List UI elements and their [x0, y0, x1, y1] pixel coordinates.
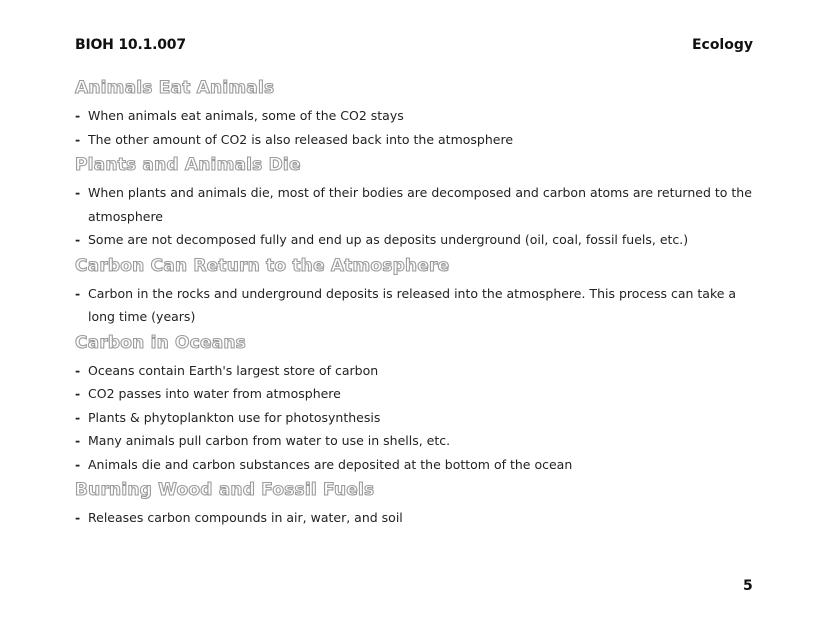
subject-title: Ecology: [691, 37, 753, 53]
section-heading-plants-and-animals-die: Plants and Animals Die: [75, 155, 301, 175]
bullet-dash-icon: -: [75, 456, 81, 472]
bullet-item: [75, 359, 765, 383]
bullet-item: [75, 382, 765, 406]
section-heading-animals-eat-animals: Animals Eat Animals: [75, 78, 275, 98]
bullet-dash-icon: -: [75, 386, 81, 401]
document-content: [75, 76, 765, 532]
bullet-dash-icon: -: [75, 131, 81, 147]
bullet-item: [75, 506, 765, 530]
bullet-text: Carbon in the rocks and underground deposits is released into the atmosphere. This process can take a long time (years): [88, 285, 737, 324]
bullet-item: [75, 104, 765, 128]
bullet-text: Releases carbon compounds in air, water, and soil: [88, 510, 403, 525]
bullet-text: When animals eat animals, some of the CO2 stays: [88, 108, 404, 123]
bullet-item: [75, 453, 765, 477]
bullet-text: Oceans contain Earth's largest store of carbon: [88, 362, 379, 378]
bullet-item: [75, 228, 765, 252]
bullet-list-animals-eat-animals: [75, 104, 765, 151]
bullet-item: [75, 128, 765, 152]
bullet-list-plants-and-animals-die: [75, 181, 765, 252]
course-code: BIOH 10.1.007: [75, 37, 186, 53]
bullet-dash-icon: -: [75, 285, 81, 301]
bullet-list-carbon-in-oceans: [75, 359, 765, 477]
section-heading-burning-fuels: Burning Wood and Fossil Fuels: [75, 480, 375, 500]
bullet-dash-icon: -: [75, 362, 81, 378]
bullet-list-burning-fuels: [75, 506, 765, 530]
bullet-dash-icon: -: [75, 185, 81, 200]
bullet-text: The other amount of CO2 is also released back into the atmosphere: [88, 131, 514, 147]
bullet-item: [75, 282, 765, 329]
bullet-item: [75, 406, 765, 430]
bullet-dash-icon: -: [75, 409, 81, 425]
section-heading-carbon-return: Carbon Can Return to the Atmosphere: [75, 255, 450, 276]
bullet-list-carbon-return: [75, 282, 765, 329]
bullet-dash-icon: -: [75, 433, 81, 448]
page-header: [75, 37, 753, 57]
page-number: 5: [743, 578, 753, 594]
bullet-text: Animals die and carbon substances are deposited at the bottom of the ocean: [88, 456, 573, 472]
bullet-item: [75, 429, 765, 453]
bullet-text: Many animals pull carbon from water to use in shells, etc.: [88, 433, 451, 448]
bullet-text: CO2 passes into water from atmosphere: [88, 386, 341, 401]
bullet-dash-icon: -: [75, 510, 81, 525]
bullet-dash-icon: -: [75, 108, 81, 123]
bullet-text: When plants and animals die, most of their bodies are decomposed and carbon atoms are returned to the atmosphere: [88, 185, 752, 224]
bullet-text: Some are not decomposed fully and end up as deposits underground (oil, coal, fossil fuels, etc.): [88, 232, 689, 247]
bullet-text: Plants & phytoplankton use for photosynthesis: [88, 409, 381, 425]
bullet-dash-icon: -: [75, 232, 81, 247]
bullet-item: [75, 181, 765, 228]
section-heading-carbon-in-oceans: Carbon in Oceans: [75, 332, 247, 353]
